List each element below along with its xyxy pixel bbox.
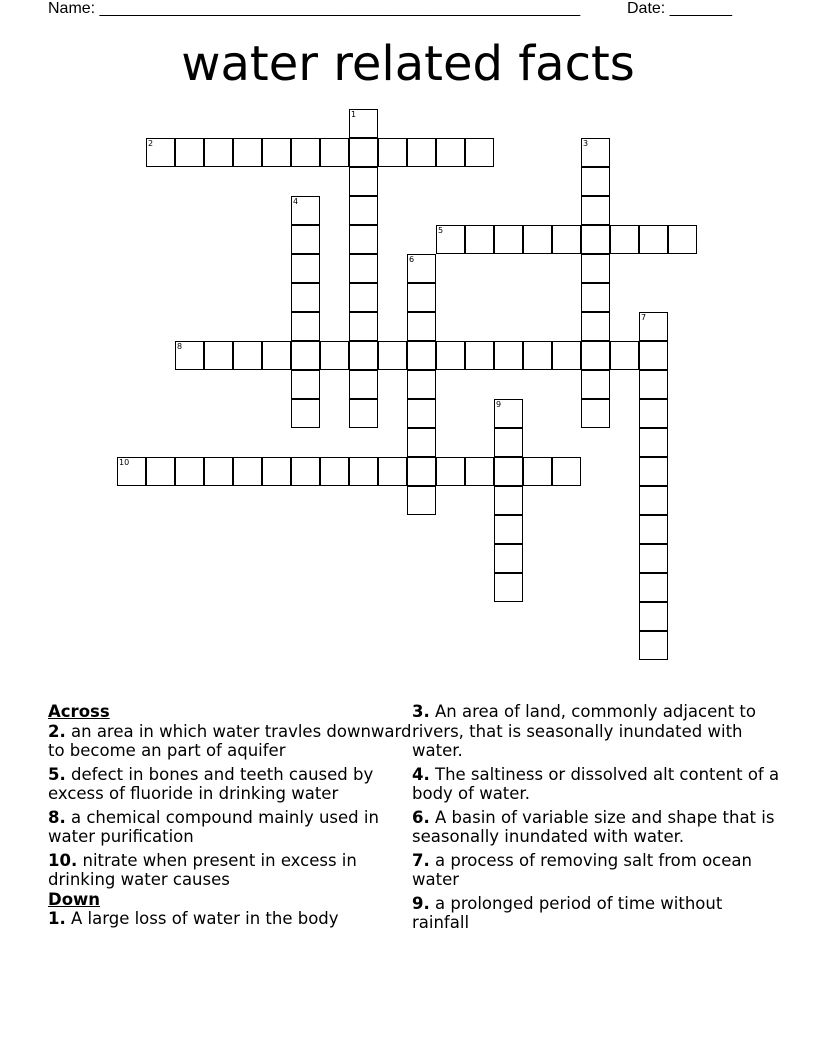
grid-cell[interactable] xyxy=(639,515,668,544)
clue-text: a process of removing salt from ocean water xyxy=(412,850,752,889)
grid-cell[interactable] xyxy=(436,225,465,254)
clue-text: defect in bones and teeth caused by excess of fluoride in drinking water xyxy=(48,764,374,803)
grid-cell[interactable] xyxy=(349,254,378,283)
grid-cell[interactable] xyxy=(581,312,610,341)
grid-cell[interactable] xyxy=(349,109,378,138)
cell-number: 10 xyxy=(119,458,130,467)
grid-cell[interactable] xyxy=(175,457,204,486)
grid-cell[interactable] xyxy=(465,341,494,370)
grid-cell[interactable] xyxy=(523,341,552,370)
cell-number: 6 xyxy=(409,255,415,264)
grid-cell[interactable] xyxy=(465,457,494,486)
name-field-line: Name: ______________________________________________________ xyxy=(48,0,581,17)
grid-cell[interactable] xyxy=(349,312,378,341)
clue-number: 9. xyxy=(412,893,430,913)
grid-cell[interactable] xyxy=(552,225,581,254)
grid-cell[interactable] xyxy=(639,602,668,631)
grid-cell[interactable] xyxy=(407,312,436,341)
clue-down-1 xyxy=(48,909,413,929)
grid-cell[interactable] xyxy=(552,341,581,370)
grid-cell[interactable] xyxy=(262,457,291,486)
clue-number: 2. xyxy=(48,721,66,741)
down-heading: Down xyxy=(48,889,101,909)
grid-cell[interactable] xyxy=(291,370,320,399)
grid-cell[interactable] xyxy=(291,196,320,225)
grid-cell[interactable] xyxy=(581,225,610,254)
cell-number: 7 xyxy=(641,313,647,322)
grid-cell[interactable] xyxy=(494,457,523,486)
grid-cell[interactable] xyxy=(378,341,407,370)
clue-across-10 xyxy=(48,851,413,890)
grid-cell[interactable] xyxy=(407,457,436,486)
grid-cell[interactable] xyxy=(639,631,668,660)
grid-cell[interactable] xyxy=(523,225,552,254)
grid-cell[interactable] xyxy=(407,428,436,457)
clue-down-6 xyxy=(412,808,782,847)
clue-number: 1. xyxy=(48,909,66,928)
grid-cell[interactable] xyxy=(233,138,262,167)
clue-number: 6. xyxy=(412,807,430,827)
cell-number: 2 xyxy=(148,139,154,148)
clue-text: An area of land, commonly adjacent to rivers, that is seasonally inundated with water. xyxy=(412,702,756,760)
grid-cell[interactable] xyxy=(581,370,610,399)
cell-number: 5 xyxy=(438,226,444,235)
grid-cell[interactable] xyxy=(465,225,494,254)
grid-cell[interactable] xyxy=(291,225,320,254)
clue-number: 4. xyxy=(412,764,430,784)
grid-cell[interactable] xyxy=(204,457,233,486)
clue-down-7 xyxy=(412,851,782,890)
clue-across-5 xyxy=(48,765,413,804)
clues-column-left xyxy=(48,702,413,933)
grid-cell[interactable] xyxy=(291,341,320,370)
clue-number: 8. xyxy=(48,807,66,827)
grid-cell[interactable] xyxy=(436,138,465,167)
grid-cell[interactable] xyxy=(349,457,378,486)
clue-across-8 xyxy=(48,808,413,847)
clue-text: A large loss of water in the body xyxy=(71,909,339,928)
grid-cell[interactable] xyxy=(610,225,639,254)
grid-cell[interactable] xyxy=(436,457,465,486)
clue-text: nitrate when present in excess in drinking water causes xyxy=(48,850,357,889)
grid-cell[interactable] xyxy=(436,341,465,370)
grid-cell[interactable] xyxy=(494,544,523,573)
grid-cell[interactable] xyxy=(639,399,668,428)
grid-cell[interactable] xyxy=(291,254,320,283)
grid-cell[interactable] xyxy=(407,138,436,167)
grid-cell[interactable] xyxy=(320,138,349,167)
grid-cell[interactable] xyxy=(639,225,668,254)
grid-cell[interactable] xyxy=(407,254,436,283)
clue-number: 5. xyxy=(48,764,66,784)
grid-cell[interactable] xyxy=(494,341,523,370)
grid-cell[interactable] xyxy=(291,283,320,312)
cell-number: 8 xyxy=(177,342,183,351)
grid-cell[interactable] xyxy=(494,573,523,602)
grid-cell[interactable] xyxy=(349,399,378,428)
grid-cell[interactable] xyxy=(378,457,407,486)
grid-cell[interactable] xyxy=(407,486,436,515)
grid-cell[interactable] xyxy=(349,196,378,225)
grid-cell[interactable] xyxy=(349,341,378,370)
grid-cell[interactable] xyxy=(639,428,668,457)
clue-down-4 xyxy=(412,765,782,804)
grid-cell[interactable] xyxy=(175,138,204,167)
grid-cell[interactable] xyxy=(494,428,523,457)
grid-cell[interactable] xyxy=(494,515,523,544)
grid-cell[interactable] xyxy=(639,312,668,341)
grid-cell[interactable] xyxy=(378,138,407,167)
clue-number: 10. xyxy=(48,850,78,870)
grid-cell[interactable] xyxy=(233,457,262,486)
grid-cell[interactable] xyxy=(668,225,697,254)
cell-number: 4 xyxy=(293,197,299,206)
grid-cell[interactable] xyxy=(523,457,552,486)
grid-cell[interactable] xyxy=(552,457,581,486)
grid-cell[interactable] xyxy=(581,167,610,196)
grid-cell[interactable] xyxy=(581,341,610,370)
clue-down-9 xyxy=(412,894,782,933)
grid-cell[interactable] xyxy=(291,138,320,167)
cell-number: 9 xyxy=(496,400,502,409)
grid-cell[interactable] xyxy=(494,225,523,254)
clue-number: 7. xyxy=(412,850,430,870)
grid-cell[interactable] xyxy=(175,341,204,370)
grid-cell[interactable] xyxy=(349,225,378,254)
grid-cell[interactable] xyxy=(465,138,494,167)
grid-cell[interactable] xyxy=(262,138,291,167)
cell-number: 3 xyxy=(583,139,589,148)
grid-cell[interactable] xyxy=(291,457,320,486)
clue-down-3 xyxy=(412,702,782,761)
clues-column-right xyxy=(412,702,782,937)
page-title: water related facts xyxy=(181,36,635,92)
date-field-line: Date: _______ xyxy=(627,0,732,17)
grid-cell[interactable] xyxy=(581,254,610,283)
grid-cell[interactable] xyxy=(349,167,378,196)
grid-cell[interactable] xyxy=(233,341,262,370)
clue-number: 3. xyxy=(412,702,430,721)
clue-text: The saltiness or dissolved alt content of a body of water. xyxy=(412,764,780,803)
grid-cell[interactable] xyxy=(639,341,668,370)
grid-cell[interactable] xyxy=(146,457,175,486)
clue-text: a prolonged period of time without rainfall xyxy=(412,893,723,932)
grid-cell[interactable] xyxy=(291,312,320,341)
clue-text: an area in which water travles downward to become an part of aquifer xyxy=(48,721,412,760)
grid-cell[interactable] xyxy=(639,370,668,399)
grid-cell[interactable] xyxy=(407,370,436,399)
grid-cell[interactable] xyxy=(581,196,610,225)
grid-cell[interactable] xyxy=(639,486,668,515)
grid-cell[interactable] xyxy=(639,573,668,602)
grid-cell[interactable] xyxy=(320,457,349,486)
grid-cell[interactable] xyxy=(291,399,320,428)
grid-cell[interactable] xyxy=(320,341,349,370)
grid-cell[interactable] xyxy=(407,283,436,312)
grid-cell[interactable] xyxy=(407,341,436,370)
clue-text: a chemical compound mainly used in water purification xyxy=(48,807,379,846)
grid-cell[interactable] xyxy=(639,544,668,573)
grid-cell[interactable] xyxy=(117,457,146,486)
clue-across-2 xyxy=(48,722,413,761)
grid-cell[interactable] xyxy=(349,370,378,399)
grid-cell[interactable] xyxy=(610,341,639,370)
grid-cell[interactable] xyxy=(204,341,233,370)
grid-cell[interactable] xyxy=(262,341,291,370)
grid-cell[interactable] xyxy=(349,138,378,167)
across-heading: Across xyxy=(48,702,110,721)
grid-cell[interactable] xyxy=(581,138,610,167)
grid-cell[interactable] xyxy=(146,138,175,167)
grid-cell[interactable] xyxy=(407,399,436,428)
grid-cell[interactable] xyxy=(494,486,523,515)
grid-cell[interactable] xyxy=(639,457,668,486)
grid-cell[interactable] xyxy=(204,138,233,167)
grid-cell[interactable] xyxy=(581,283,610,312)
grid-cell[interactable] xyxy=(349,283,378,312)
cell-number: 1 xyxy=(351,110,357,119)
grid-cell[interactable] xyxy=(494,399,523,428)
clue-text: A basin of variable size and shape that is seasonally inundated with water. xyxy=(412,807,775,846)
grid-cell[interactable] xyxy=(581,399,610,428)
